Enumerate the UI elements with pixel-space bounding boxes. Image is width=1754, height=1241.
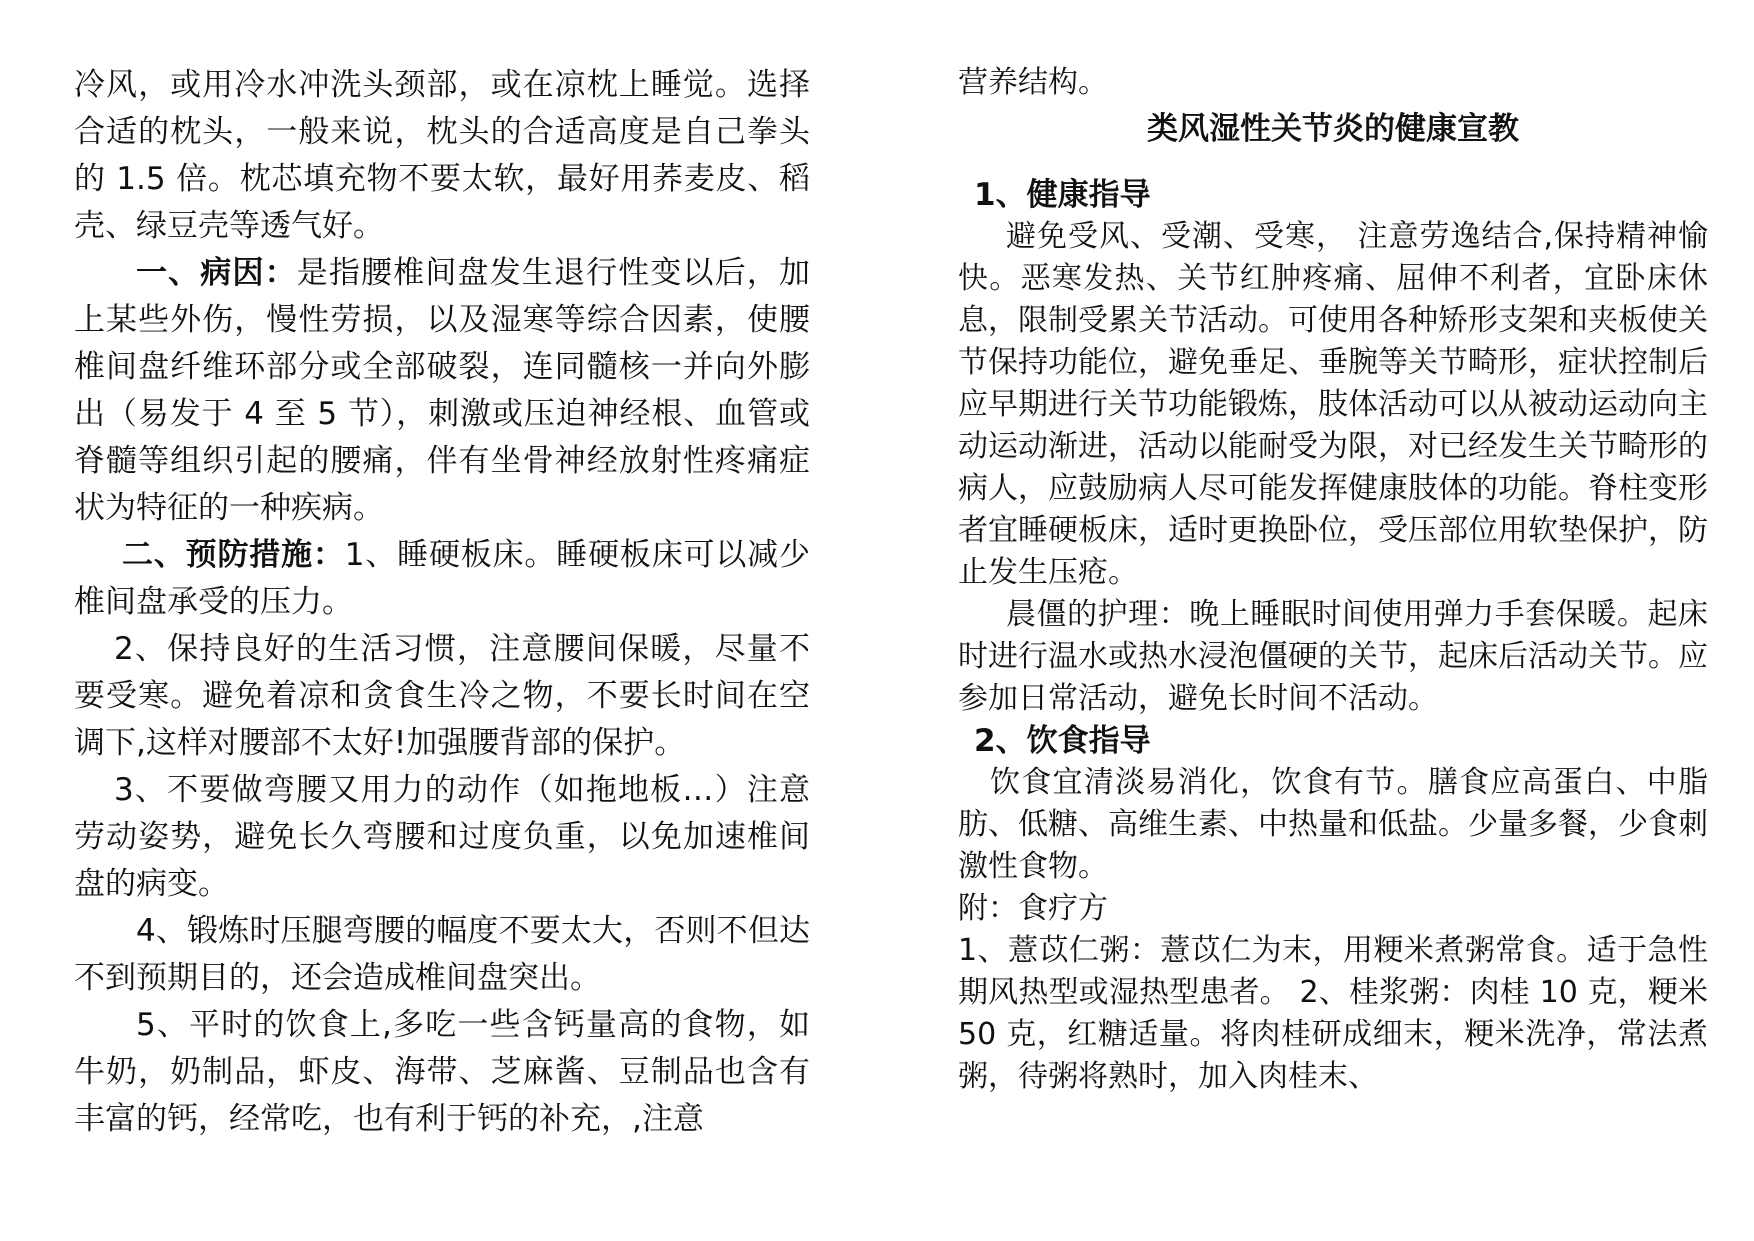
cause-label: 一、病因： xyxy=(136,255,297,291)
prevention-label: 二、预防措施： xyxy=(122,537,345,573)
section-heading-diet-guidance: 2、饮食指导 xyxy=(974,723,1151,759)
paragraph-health-guidance: 避免受风、受潮、受寒， 注意劳逸结合,保持精神愉快。恶寒发热、关节红肿疼痛、屈伸不利者，宜卧床休息，限制受累关节活动。可使用各种矫形支架和夹板使关节保持功能位，避免垂足、垂腕等关节畸形，症状控制后应早期进行关节功能锻炼，肢体活动可以从被动运动向主动运动渐进，活动以能耐受为限，对已经发生关节畸形的病人，应鼓励病人尽可能发挥健康肢体的功能。脊柱变形者宜睡硬板床，适时更换卧位，受压部位用软垫保护，防止发生压疮。 xyxy=(958,219,1708,590)
prevention-item-2: 2、保持良好的生活习惯，注意腰间保暖，尽量不要受寒。避免着凉和贪食生冷之物，不要长时间在空调下,这样对腰部不太好!加强腰背部的保护。 xyxy=(74,631,810,761)
appendix-label: 附：食疗方 xyxy=(958,891,1108,926)
document-title: 类风湿性关节炎的健康宣教 xyxy=(1147,111,1519,147)
prevention-item-4: 4、锻炼时压腿弯腰的幅度不要太大，否则不但达不到预期目的，还会造成椎间盘突出。 xyxy=(74,913,810,996)
prevention-item-1: 1、睡硬板床。睡硬板床可以减少椎间盘承受的压力。 xyxy=(74,537,810,620)
paragraph-pillow: 冷风，或用冷水冲洗头颈部，或在凉枕上睡觉。选择合适的枕头，一般来说，枕头的合适高度是自己拳头的 1.5 倍。枕芯填充物不要太软，最好用荞麦皮、稻壳、绿豆壳等透气好。 xyxy=(74,67,810,244)
paragraph-recipes: 1、薏苡仁粥：薏苡仁为末，用粳米煮粥常食。适于急性期风热型或湿热型患者。 2、桂浆粥：肉桂 10 克，粳米 50 克，红糖适量。将肉桂研成细末，粳米洗净，常法煮粥，待粥将熟时，加入肉桂末、 xyxy=(958,933,1708,1094)
prevention-item-3: 3、不要做弯腰又用力的动作（如拖地板…）注意劳动姿势，避免长久弯腰和过度负重，以免加速椎间盘的病变。 xyxy=(74,772,810,902)
paragraph-morning-stiffness: 晨僵的护理：晚上睡眠时间使用弹力手套保暖。起床时进行温水或热水浸泡僵硬的关节，起床后活动关节。应参加日常活动，避免长时间不活动。 xyxy=(958,597,1708,716)
right-column xyxy=(958,62,1708,1098)
prevention-item-5: 5、平时的饮食上,多吃一些含钙量高的食物，如牛奶，奶制品，虾皮、海带、芝麻酱、豆制品也含有丰富的钙，经常吃，也有利于钙的补充，,注意 xyxy=(74,1007,810,1137)
continuation-text: 营养结构。 xyxy=(958,65,1108,100)
section-heading-health-guidance: 1、健康指导 xyxy=(974,177,1151,213)
paragraph-diet: 饮食宜清淡易消化，饮食有节。膳食应高蛋白、中脂肪、低糖、高维生素、中热量和低盐。少量多餐，少食刺激性食物。 xyxy=(958,765,1708,884)
left-column xyxy=(74,62,810,1143)
paragraph-cause xyxy=(74,250,810,532)
cause-text: 是指腰椎间盘发生退行性变以后，加上某些外伤，慢性劳损，以及湿寒等综合因素，使腰椎间盘纤维环部分或全部破裂，连同髓核一并向外膨出（易发于 4 至 5 节），刺激或压迫神经根、血管或脊髓等组织引起的腰痛，伴有坐骨神经放射性疼痛症状为特征的一种疾病。 xyxy=(74,255,810,526)
paragraph-prevention xyxy=(74,532,810,626)
